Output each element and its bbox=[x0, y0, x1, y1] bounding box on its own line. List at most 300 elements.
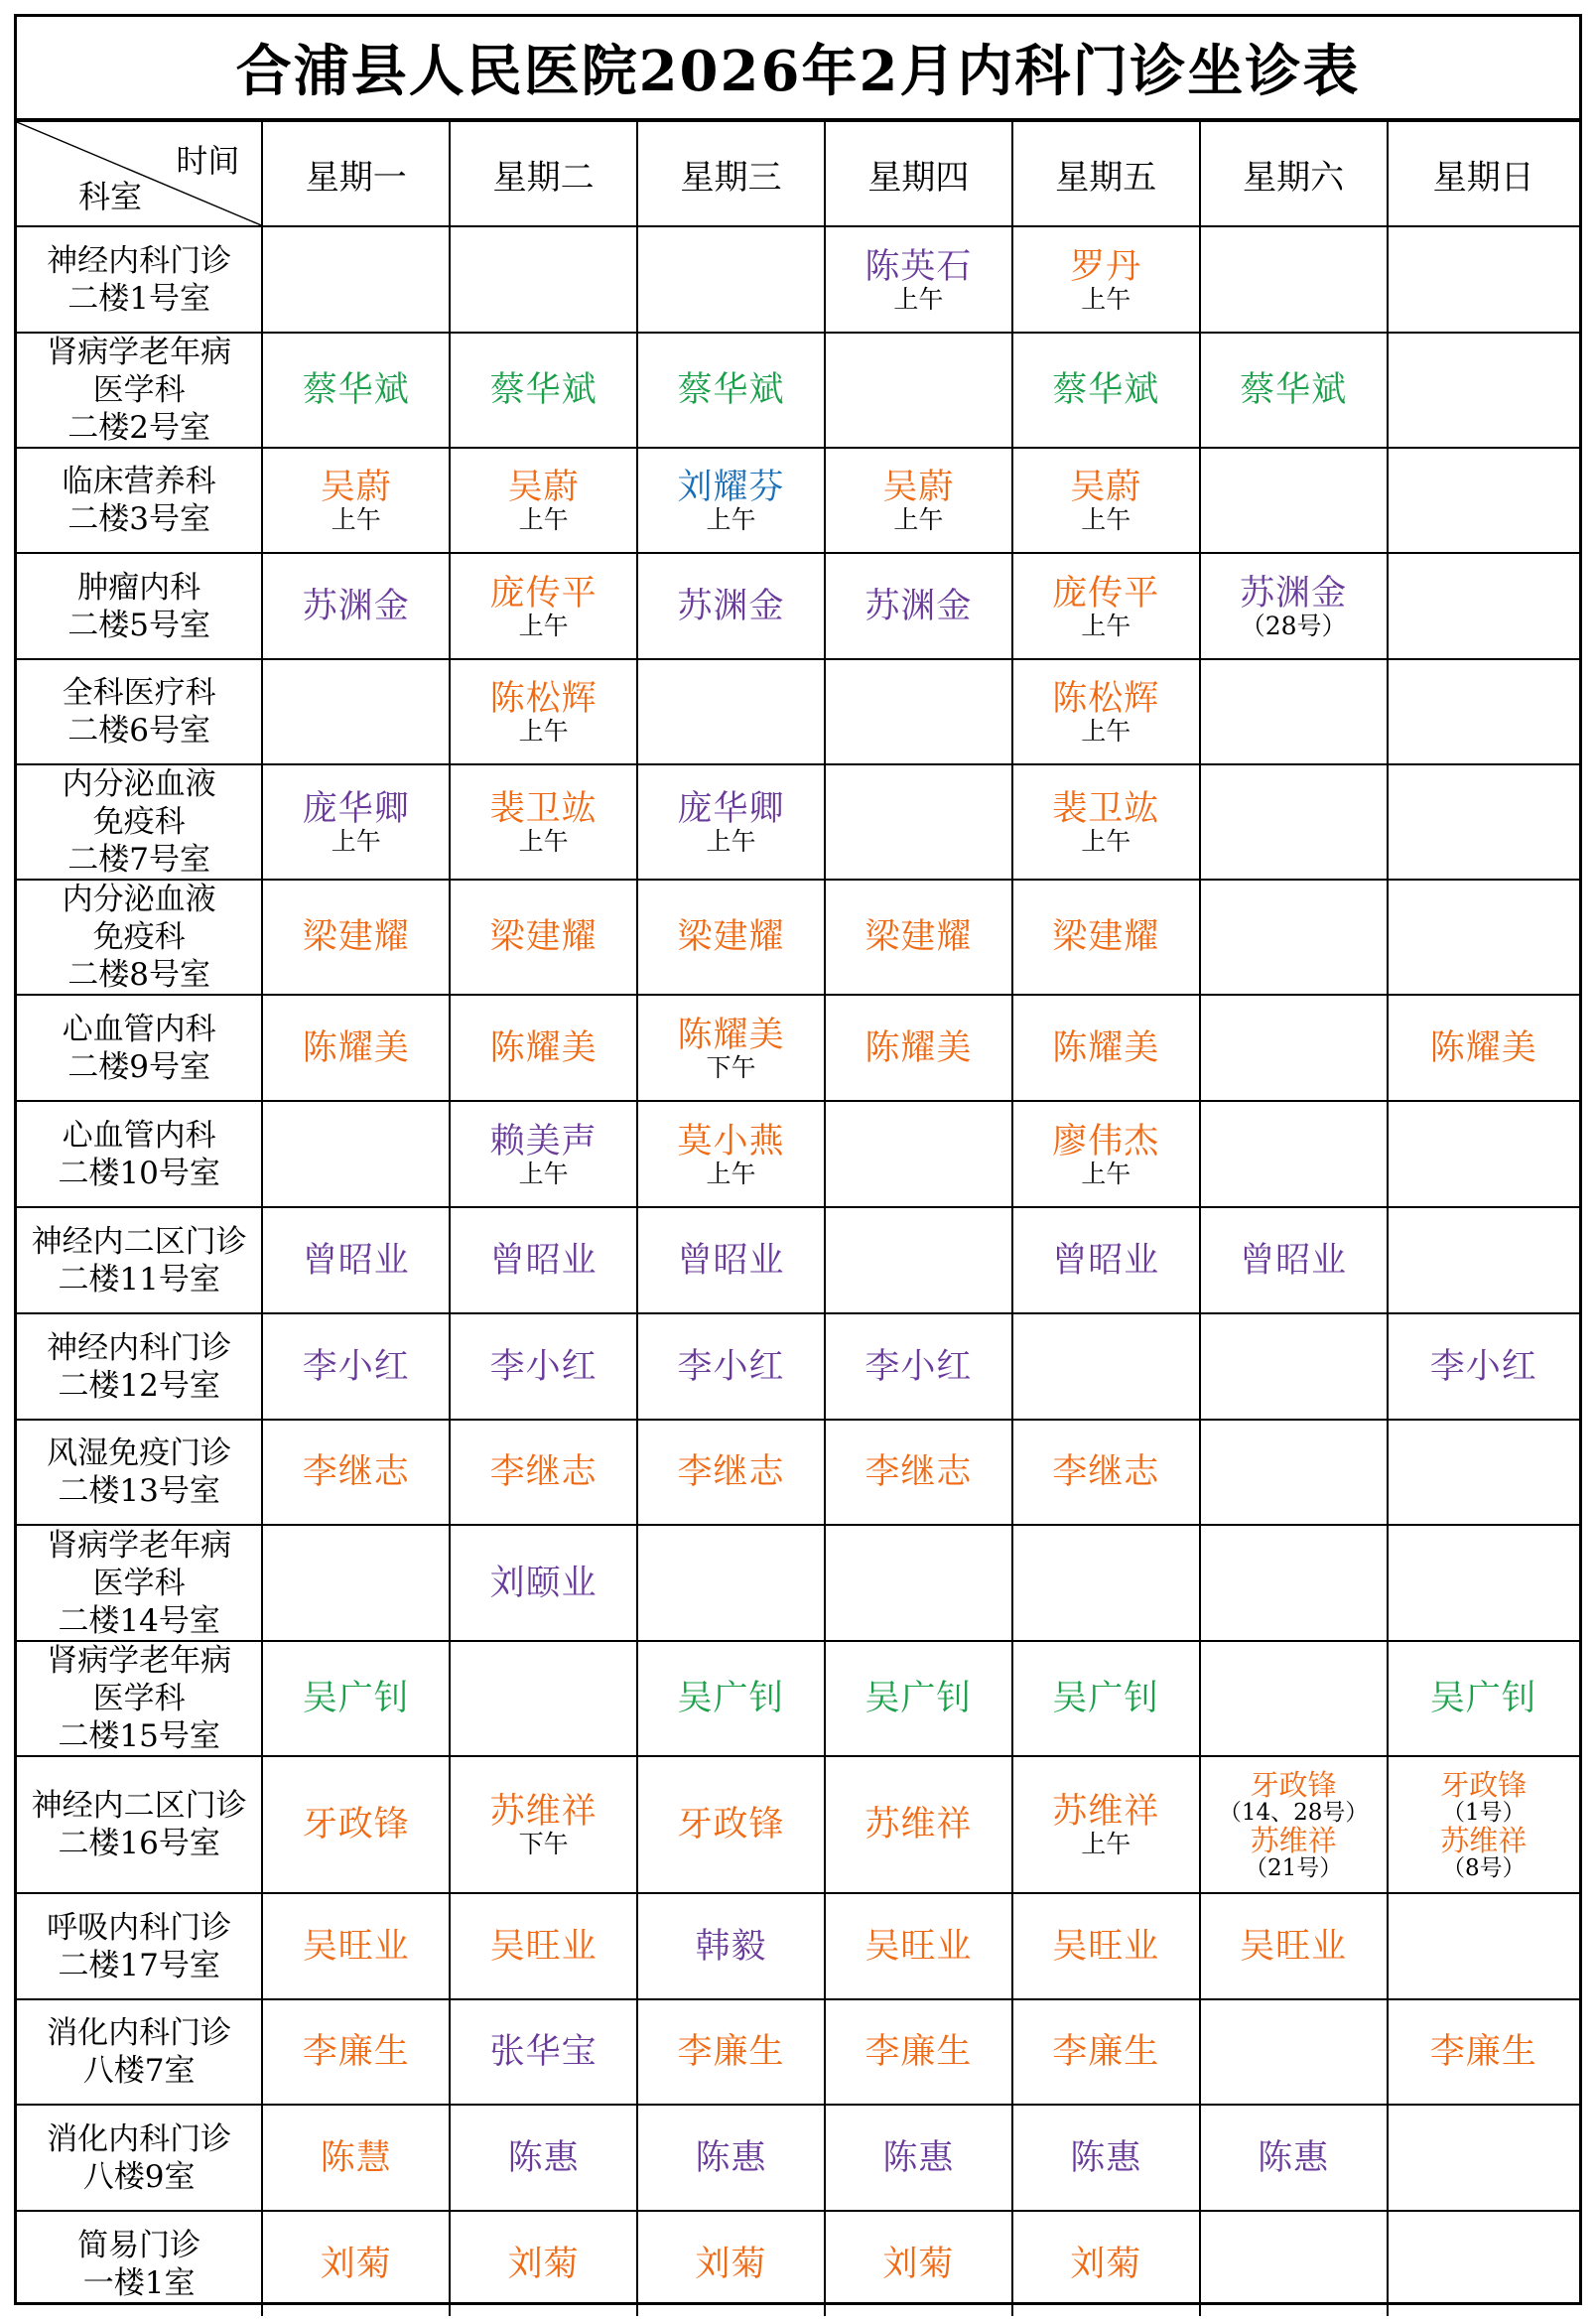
department-line: 肾病学老年病 bbox=[47, 1527, 232, 1564]
doctor-cell bbox=[450, 1313, 637, 1420]
doctor-cell bbox=[450, 2105, 637, 2211]
doctor-name: 庞华卿 bbox=[302, 789, 410, 829]
department-line: 二楼2号室 bbox=[67, 410, 211, 446]
session-note: 上午 bbox=[893, 505, 944, 534]
schedule-row bbox=[17, 1525, 1579, 1641]
doctor-cell bbox=[1200, 1420, 1388, 1525]
session-note: （8号） bbox=[1441, 1855, 1526, 1881]
doctor-name: 蔡华斌 bbox=[1052, 370, 1160, 410]
session-note: 上午 bbox=[1081, 611, 1131, 640]
department-cell bbox=[17, 1207, 262, 1313]
doctor-cell bbox=[450, 659, 637, 764]
doctor-name: 陈耀美 bbox=[1052, 1027, 1160, 1068]
doctor-name: 梁建耀 bbox=[489, 917, 598, 957]
doctor-cell bbox=[1388, 553, 1579, 659]
doctor-name: 牙政锋 bbox=[677, 1805, 785, 1844]
department-line: 肾病学老年病 bbox=[47, 335, 232, 370]
doctor-cell bbox=[1388, 995, 1579, 1101]
doctor-cell bbox=[825, 333, 1012, 448]
doctor-name: 苏维祥 bbox=[489, 1792, 598, 1832]
doctor-name: 陈惠 bbox=[507, 2137, 580, 2178]
doctor-cell bbox=[1012, 659, 1200, 764]
schedule-row bbox=[17, 226, 1579, 333]
session-note: 上午 bbox=[518, 827, 569, 856]
doctor-cell bbox=[450, 1525, 637, 1641]
doctor-name: 陈慧 bbox=[320, 2137, 392, 2178]
doctor-name: 曾昭业 bbox=[1240, 1240, 1348, 1281]
session-note: 上午 bbox=[706, 1159, 756, 1188]
department-line: 一楼1室 bbox=[82, 2264, 196, 2301]
doctor-name: 蔡华斌 bbox=[302, 370, 410, 410]
department-cell bbox=[17, 553, 262, 659]
doctor-cell bbox=[450, 448, 637, 553]
doctor-cell bbox=[1012, 1999, 1200, 2105]
doctor-name: 曾昭业 bbox=[677, 1240, 785, 1281]
schedule-table bbox=[17, 120, 1579, 2316]
session-note: 上午 bbox=[331, 827, 381, 856]
department-cell bbox=[17, 226, 262, 333]
session-note: 上午 bbox=[1081, 827, 1131, 856]
doctor-cell bbox=[1012, 1893, 1200, 1999]
doctor-name: 李继志 bbox=[864, 1452, 973, 1492]
day-header: 星期四 bbox=[825, 121, 1012, 226]
department-line: 二楼3号室 bbox=[67, 501, 211, 537]
department-line: 心血管内科 bbox=[62, 1011, 216, 1047]
doctor-cell bbox=[1012, 448, 1200, 553]
doctor-name: 刘颐业 bbox=[489, 1563, 598, 1603]
doctor-name: 陈松辉 bbox=[489, 679, 598, 719]
doctor-name: 莫小燕 bbox=[677, 1121, 785, 1161]
schedule-row bbox=[17, 1641, 1579, 1756]
session-note: 上午 bbox=[331, 505, 381, 534]
doctor-name: 李廉生 bbox=[864, 2032, 973, 2072]
doctor-cell bbox=[1012, 995, 1200, 1101]
doctor-cell bbox=[637, 995, 825, 1101]
doctor-name: 苏渊金 bbox=[677, 586, 785, 626]
doctor-name: 陈耀美 bbox=[864, 1027, 973, 1068]
doctor-name: 陈松辉 bbox=[1052, 679, 1160, 719]
doctor-cell bbox=[1012, 1525, 1200, 1641]
doctor-cell bbox=[1200, 1756, 1388, 1893]
doctor-cell bbox=[262, 553, 450, 659]
corner-time-label: 时间 bbox=[176, 142, 240, 180]
session-note: 上午 bbox=[706, 827, 756, 856]
department-line: 免疫科 bbox=[92, 804, 186, 840]
department-line: 神经内科门诊 bbox=[47, 1329, 232, 1366]
doctor-cell bbox=[637, 659, 825, 764]
doctor-cell bbox=[450, 1207, 637, 1313]
day-header: 星期五 bbox=[1012, 121, 1200, 226]
doctor-cell bbox=[1388, 1313, 1579, 1420]
department-cell bbox=[17, 1525, 262, 1641]
department-line: 临床营养科 bbox=[62, 464, 216, 499]
session-note: （21号） bbox=[1245, 1855, 1343, 1881]
department-line: 二楼8号室 bbox=[67, 957, 211, 993]
doctor-name: 庞传平 bbox=[489, 573, 598, 614]
corner-header bbox=[17, 121, 262, 226]
doctor-cell bbox=[262, 333, 450, 448]
doctor-cell bbox=[1388, 1893, 1579, 1999]
doctor-cell bbox=[1388, 1420, 1579, 1525]
doctor-cell bbox=[825, 2105, 1012, 2211]
doctor-name: 张华宝 bbox=[489, 2032, 598, 2072]
doctor-cell bbox=[1012, 2211, 1200, 2316]
session-note: （1号） bbox=[1441, 1800, 1526, 1826]
department-line: 二楼5号室 bbox=[67, 607, 211, 643]
doctor-name: 李廉生 bbox=[1052, 2032, 1160, 2072]
doctor-name: 李继志 bbox=[302, 1452, 410, 1492]
doctor-cell bbox=[825, 995, 1012, 1101]
department-cell bbox=[17, 880, 262, 995]
doctor-cell bbox=[637, 764, 825, 880]
department-line: 二楼12号室 bbox=[58, 1367, 220, 1404]
department-line: 神经内二区门诊 bbox=[31, 1223, 247, 1260]
department-line: 二楼13号室 bbox=[58, 1473, 220, 1509]
doctor-cell bbox=[262, 1101, 450, 1207]
doctor-cell bbox=[1012, 1756, 1200, 1893]
doctor-name: 陈耀美 bbox=[677, 1015, 785, 1055]
department-cell bbox=[17, 764, 262, 880]
department-line: 二楼16号室 bbox=[58, 1826, 220, 1861]
doctor-cell bbox=[450, 1893, 637, 1999]
doctor-name: 刘耀芬 bbox=[677, 468, 785, 507]
schedule-row bbox=[17, 1101, 1579, 1207]
doctor-name: 陈耀美 bbox=[302, 1027, 410, 1068]
doctor-cell bbox=[637, 880, 825, 995]
department-cell bbox=[17, 659, 262, 764]
doctor-cell bbox=[1012, 553, 1200, 659]
doctor-name: 吴广钊 bbox=[1429, 1679, 1537, 1718]
doctor-cell bbox=[450, 764, 637, 880]
doctor-name: 苏维祥 bbox=[1440, 1824, 1528, 1857]
department-cell bbox=[17, 2105, 262, 2211]
department-line: 消化内科门诊 bbox=[47, 2120, 232, 2157]
department-line: 内分泌血液 bbox=[62, 766, 216, 802]
doctor-name: 吴蔚 bbox=[882, 468, 955, 507]
doctor-cell bbox=[1200, 448, 1388, 553]
doctor-cell bbox=[1200, 1893, 1388, 1999]
session-note: 上午 bbox=[518, 611, 569, 640]
department-line: 二楼1号室 bbox=[67, 280, 211, 317]
doctor-cell bbox=[1200, 2211, 1388, 2316]
doctor-cell bbox=[450, 995, 637, 1101]
doctor-name: 吴广钊 bbox=[677, 1679, 785, 1718]
doctor-cell bbox=[825, 2211, 1012, 2316]
doctor-cell bbox=[262, 1756, 450, 1893]
doctor-name: 裴卫竑 bbox=[1052, 789, 1160, 829]
day-header: 星期六 bbox=[1200, 121, 1388, 226]
doctor-name: 梁建耀 bbox=[302, 917, 410, 957]
doctor-name: 李继志 bbox=[489, 1452, 598, 1492]
doctor-cell bbox=[450, 333, 637, 448]
doctor-cell bbox=[1388, 880, 1579, 995]
schedule-row bbox=[17, 1999, 1579, 2105]
department-line: 二楼7号室 bbox=[67, 842, 211, 878]
department-line: 内分泌血液 bbox=[62, 882, 216, 917]
schedule-row bbox=[17, 1420, 1579, 1525]
doctor-cell bbox=[1388, 448, 1579, 553]
page-title: 合浦县人民医院2026年2月内科门诊坐诊表 bbox=[17, 17, 1579, 120]
doctor-name: 罗丹 bbox=[1070, 246, 1142, 287]
doctor-name: 苏渊金 bbox=[1240, 573, 1348, 614]
schedule-row bbox=[17, 659, 1579, 764]
doctor-cell bbox=[1200, 659, 1388, 764]
department-line: 二楼10号室 bbox=[58, 1155, 220, 1191]
doctor-cell bbox=[825, 764, 1012, 880]
department-line: 八楼9室 bbox=[82, 2158, 196, 2195]
doctor-cell bbox=[1388, 2211, 1579, 2316]
doctor-cell bbox=[262, 659, 450, 764]
department-line: 消化内科门诊 bbox=[47, 2015, 232, 2051]
doctor-name: 陈耀美 bbox=[489, 1027, 598, 1068]
department-line: 神经内二区门诊 bbox=[31, 1788, 247, 1824]
doctor-cell bbox=[262, 1641, 450, 1756]
doctor-cell bbox=[825, 1756, 1012, 1893]
doctor-name: 吴蔚 bbox=[320, 468, 392, 507]
doctor-cell bbox=[1200, 226, 1388, 333]
doctor-name: 苏渊金 bbox=[864, 586, 973, 626]
session-note: 上午 bbox=[1081, 1159, 1131, 1188]
doctor-cell bbox=[825, 1999, 1012, 2105]
session-note: 上午 bbox=[706, 505, 756, 534]
doctor-name: 陈耀美 bbox=[1429, 1027, 1537, 1068]
day-header: 星期三 bbox=[637, 121, 825, 226]
doctor-cell bbox=[825, 659, 1012, 764]
doctor-name: 牙政锋 bbox=[1250, 1768, 1337, 1802]
department-cell bbox=[17, 1420, 262, 1525]
doctor-name: 曾昭业 bbox=[302, 1240, 410, 1281]
doctor-cell bbox=[637, 1893, 825, 1999]
doctor-cell bbox=[450, 880, 637, 995]
schedule-body bbox=[17, 226, 1579, 2316]
doctor-cell bbox=[1200, 880, 1388, 995]
doctor-cell bbox=[637, 1101, 825, 1207]
session-note: 下午 bbox=[518, 1830, 569, 1858]
doctor-cell bbox=[825, 1101, 1012, 1207]
department-line: 二楼9号室 bbox=[67, 1048, 211, 1085]
corner-dept-label: 科室 bbox=[78, 178, 143, 215]
doctor-cell bbox=[825, 1313, 1012, 1420]
doctor-name: 李小红 bbox=[1429, 1346, 1537, 1387]
doctor-name: 廖伟杰 bbox=[1052, 1121, 1160, 1161]
schedule-row bbox=[17, 995, 1579, 1101]
doctor-name: 陈惠 bbox=[1258, 2137, 1330, 2178]
doctor-cell bbox=[1012, 2105, 1200, 2211]
department-cell bbox=[17, 2211, 262, 2316]
doctor-name: 裴卫竑 bbox=[489, 789, 598, 829]
doctor-cell bbox=[1388, 1999, 1579, 2105]
doctor-name: 苏维祥 bbox=[864, 1805, 973, 1844]
department-cell bbox=[17, 995, 262, 1101]
doctor-name: 陈英石 bbox=[864, 246, 973, 287]
doctor-cell bbox=[1200, 1101, 1388, 1207]
doctor-name: 苏渊金 bbox=[302, 586, 410, 626]
department-line: 简易门诊 bbox=[77, 2227, 201, 2263]
doctor-cell bbox=[262, 2211, 450, 2316]
doctor-cell bbox=[450, 1999, 637, 2105]
department-line: 二楼17号室 bbox=[58, 1947, 220, 1983]
doctor-cell bbox=[637, 1525, 825, 1641]
doctor-name: 吴旺业 bbox=[302, 1926, 410, 1967]
doctor-name: 牙政锋 bbox=[1440, 1768, 1528, 1802]
department-line: 医学科 bbox=[92, 1565, 186, 1601]
doctor-name: 刘菊 bbox=[1070, 2244, 1142, 2284]
schedule-row bbox=[17, 1756, 1579, 1893]
doctor-name: 韩毅 bbox=[695, 1926, 767, 1967]
doctor-cell bbox=[1200, 553, 1388, 659]
doctor-name: 李继志 bbox=[1052, 1452, 1160, 1492]
doctor-cell bbox=[262, 448, 450, 553]
doctor-name: 赖美声 bbox=[489, 1121, 598, 1161]
doctor-name: 庞华卿 bbox=[677, 789, 785, 829]
doctor-name: 蔡华斌 bbox=[1240, 370, 1348, 410]
doctor-name: 牙政锋 bbox=[302, 1805, 410, 1844]
doctor-name: 李廉生 bbox=[1429, 2032, 1537, 2072]
department-line: 二楼15号室 bbox=[58, 1718, 220, 1754]
doctor-cell bbox=[1200, 1525, 1388, 1641]
department-line: 二楼6号室 bbox=[67, 713, 211, 749]
doctor-cell bbox=[637, 1641, 825, 1756]
doctor-name: 李小红 bbox=[489, 1346, 598, 1387]
doctor-name: 曾昭业 bbox=[1052, 1240, 1160, 1281]
doctor-cell bbox=[825, 1525, 1012, 1641]
doctor-cell bbox=[1012, 1420, 1200, 1525]
schedule-row bbox=[17, 448, 1579, 553]
doctor-cell bbox=[450, 1101, 637, 1207]
department-line: 二楼14号室 bbox=[58, 1602, 220, 1639]
doctor-cell bbox=[262, 995, 450, 1101]
department-cell bbox=[17, 1641, 262, 1756]
doctor-cell bbox=[450, 1420, 637, 1525]
doctor-name: 陈惠 bbox=[695, 2137, 767, 2178]
session-note: 上午 bbox=[1081, 284, 1131, 314]
department-line: 神经内科门诊 bbox=[47, 242, 232, 279]
doctor-cell bbox=[1388, 1641, 1579, 1756]
doctor-name: 李廉生 bbox=[677, 2032, 785, 2072]
doctor-name: 吴蔚 bbox=[507, 468, 580, 507]
doctor-cell bbox=[825, 1420, 1012, 1525]
doctor-cell bbox=[637, 1756, 825, 1893]
doctor-cell bbox=[637, 226, 825, 333]
doctor-cell bbox=[1388, 226, 1579, 333]
doctor-name: 梁建耀 bbox=[1052, 917, 1160, 957]
department-line: 二楼11号室 bbox=[58, 1261, 220, 1297]
doctor-name: 苏维祥 bbox=[1052, 1792, 1160, 1832]
department-cell bbox=[17, 1756, 262, 1893]
doctor-cell bbox=[1012, 1641, 1200, 1756]
doctor-cell bbox=[637, 333, 825, 448]
doctor-cell bbox=[1388, 1207, 1579, 1313]
department-cell bbox=[17, 1313, 262, 1420]
schedule-row bbox=[17, 333, 1579, 448]
session-note: 下午 bbox=[706, 1052, 756, 1082]
schedule-row bbox=[17, 553, 1579, 659]
schedule-row bbox=[17, 880, 1579, 995]
doctor-cell bbox=[1388, 764, 1579, 880]
session-note: （28号） bbox=[1240, 611, 1347, 640]
department-line: 免疫科 bbox=[92, 919, 186, 955]
doctor-name: 刘菊 bbox=[507, 2244, 580, 2284]
doctor-cell bbox=[1012, 1207, 1200, 1313]
doctor-name: 吴广钊 bbox=[864, 1679, 973, 1718]
doctor-cell bbox=[262, 1999, 450, 2105]
session-note: 上午 bbox=[1081, 505, 1131, 534]
doctor-name: 吴旺业 bbox=[864, 1926, 973, 1967]
schedule-row bbox=[17, 1313, 1579, 1420]
department-line: 呼吸内科门诊 bbox=[47, 1909, 232, 1946]
schedule-row bbox=[17, 2105, 1579, 2211]
doctor-cell bbox=[262, 1207, 450, 1313]
doctor-cell bbox=[1200, 1641, 1388, 1756]
doctor-cell bbox=[1388, 1756, 1579, 1893]
doctor-cell bbox=[1012, 764, 1200, 880]
doctor-cell bbox=[1012, 1313, 1200, 1420]
doctor-cell bbox=[825, 1641, 1012, 1756]
doctor-name: 刘菊 bbox=[320, 2244, 392, 2284]
department-cell bbox=[17, 1999, 262, 2105]
doctor-cell bbox=[637, 2211, 825, 2316]
department-line: 八楼7室 bbox=[82, 2053, 196, 2089]
doctor-name: 曾昭业 bbox=[489, 1240, 598, 1281]
doctor-name: 吴旺业 bbox=[1052, 1926, 1160, 1967]
doctor-cell bbox=[1200, 2105, 1388, 2211]
doctor-name: 苏维祥 bbox=[1250, 1824, 1337, 1857]
session-note: 上午 bbox=[1081, 717, 1131, 746]
doctor-name: 李小红 bbox=[302, 1346, 410, 1387]
day-header: 星期二 bbox=[450, 121, 637, 226]
doctor-cell bbox=[637, 1207, 825, 1313]
doctor-name: 刘菊 bbox=[695, 2244, 767, 2284]
schedule-row bbox=[17, 1207, 1579, 1313]
doctor-cell bbox=[1200, 1999, 1388, 2105]
doctor-name: 庞传平 bbox=[1052, 573, 1160, 614]
doctor-cell bbox=[1388, 1101, 1579, 1207]
schedule-row bbox=[17, 1893, 1579, 1999]
doctor-name: 李小红 bbox=[677, 1346, 785, 1387]
header-row bbox=[17, 121, 1579, 226]
doctor-cell bbox=[262, 226, 450, 333]
session-note: 上午 bbox=[518, 505, 569, 534]
schedule-sheet bbox=[14, 14, 1582, 2305]
day-header: 星期日 bbox=[1388, 121, 1579, 226]
doctor-name: 李小红 bbox=[864, 1346, 973, 1387]
department-line: 全科医疗科 bbox=[62, 675, 216, 711]
doctor-cell bbox=[1012, 333, 1200, 448]
department-line: 医学科 bbox=[92, 1681, 186, 1716]
doctor-cell bbox=[1388, 333, 1579, 448]
doctor-name: 蔡华斌 bbox=[677, 370, 785, 410]
doctor-cell bbox=[1012, 226, 1200, 333]
day-header: 星期一 bbox=[262, 121, 450, 226]
doctor-cell bbox=[450, 1641, 637, 1756]
doctor-name: 李廉生 bbox=[302, 2032, 410, 2072]
doctor-cell bbox=[825, 553, 1012, 659]
doctor-cell bbox=[262, 1525, 450, 1641]
doctor-cell bbox=[637, 1420, 825, 1525]
doctor-cell bbox=[1200, 333, 1388, 448]
doctor-cell bbox=[450, 1756, 637, 1893]
session-note: 上午 bbox=[518, 1159, 569, 1188]
doctor-name: 吴广钊 bbox=[1052, 1679, 1160, 1718]
doctor-name: 吴旺业 bbox=[1240, 1926, 1348, 1967]
department-cell bbox=[17, 333, 262, 448]
doctor-cell bbox=[262, 1420, 450, 1525]
doctor-cell bbox=[1200, 1313, 1388, 1420]
doctor-name: 蔡华斌 bbox=[489, 370, 598, 410]
doctor-cell bbox=[450, 2211, 637, 2316]
doctor-cell bbox=[1388, 659, 1579, 764]
doctor-cell bbox=[1200, 1207, 1388, 1313]
